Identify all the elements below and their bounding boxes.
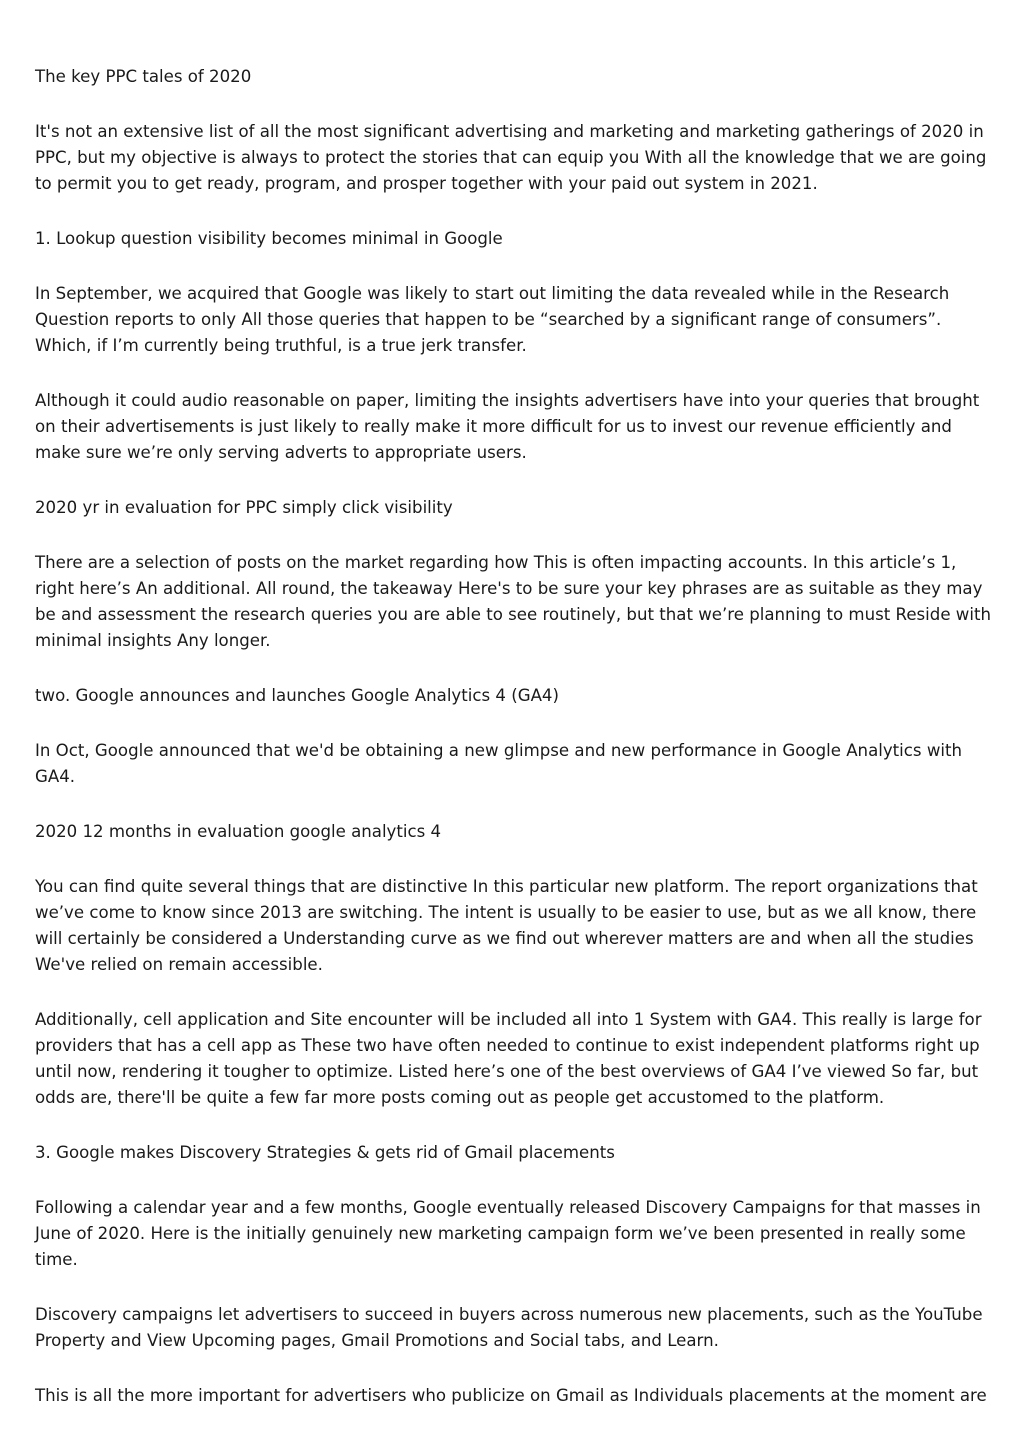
paragraph: In September, we acquired that Google was likely to start out limiting the data revealed while in the Research Question reports to only All those queries that happen to be “searched by a significant range of consumers”. Which, if I’m currently being truthful, is a true jerk transfer. <box>35 284 950 355</box>
paragraph: There are a selection of posts on the market regarding how This is often impacting accounts. In this article’s 1, right here’s An additional. All round, the takeaway Here's to be sure your key phrases are as suitable as they may be and assessment the research queries you are able to see routinely, but that we’re planning to must Reside with minimal insights Any longer. <box>35 553 992 650</box>
section-heading-3: 3. Google makes Discovery Strategies & gets rid of Gmail placements <box>35 1143 615 1162</box>
document-title: The key PPC tales of 2020 <box>35 67 252 86</box>
subheading: 2020 yr in evaluation for PPC simply click visibility <box>35 498 453 517</box>
document-body <box>35 64 995 1438</box>
paragraph: In Oct, Google announced that we'd be obtaining a new glimpse and new performance in Google Analytics with GA4. <box>35 741 963 786</box>
intro-paragraph: It's not an extensive list of all the most significant advertising and marketing and marketing gatherings of 2020 in PPC, but my objective is always to protect the stories that can equip you With all the knowledge that we are going to permit you to get ready, program, and prosper together with your paid out system in 2021. <box>35 122 987 193</box>
paragraph: Discovery campaigns let advertisers to succeed in buyers across numerous new placements, such as the YouTube Property and View Upcoming pages, Gmail Promotions and Social tabs, and Learn. <box>35 1305 983 1350</box>
subheading: 2020 12 months in evaluation google analytics 4 <box>35 822 442 841</box>
section-heading-1: 1. Lookup question visibility becomes minimal in Google <box>35 229 503 248</box>
paragraph: Although it could audio reasonable on paper, limiting the insights advertisers have into your queries that brought on their advertisements is just likely to really make it more difficult for us to invest our revenue efficiently and make sure we’re only serving adverts to appropriate users. <box>35 391 980 462</box>
paragraph: This is all the more important for advertisers who publicize on Gmail as Individuals placements at the moment are <box>35 1386 987 1405</box>
section-heading-2: two. Google announces and launches Google Analytics 4 (GA4) <box>35 686 559 705</box>
paragraph: Following a calendar year and a few months, Google eventually released Discovery Campaigns for that masses in June of 2020. Here is the initially genuinely new marketing campaign form we’ve been presented in really some time. <box>35 1198 981 1269</box>
paragraph: Additionally, cell application and Site encounter will be included all into 1 System with GA4. This really is large for providers that has a cell app as These two have often needed to continue to exist independent platforms right up until now, rendering it tougher to optimize. Listed here’s one of the best overviews of GA4 I’ve viewed So far, but odds are, there'll be quite a few far more posts coming out as people get accustomed to the platform. <box>35 1010 982 1107</box>
paragraph: You can find quite several things that are distinctive In this particular new platform. The report organizations that we’ve come to know since 2013 are switching. The intent is usually to be easier to use, but as we all know, there will certainly be considered a Understanding curve as we find out wherever matters are and when all the studies We've relied on remain accessible. <box>35 877 978 974</box>
